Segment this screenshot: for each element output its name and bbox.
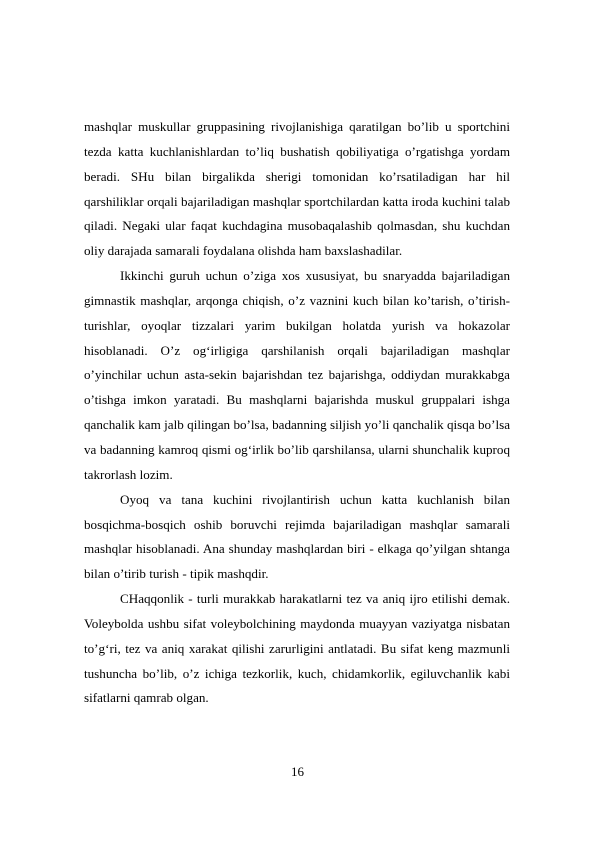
- paragraph-agility: CHaqqonlik - turli murakkab harakatlarni tez va aniq ijro etilishi demak. Voleybolda ushbu sifat voleybolchining maydonda muayyan vaziyatga nisbatan to’g‘ri, tez va aniq xarakat qilishi zarurligini antlatadi. Bu sifat keng mazmunli tushuncha bo’lib, o’z ichiga tezkorlik, kuch, chidamkorlik, egiluvchanlik kabi sifatlarni qamrab olgan.: [84, 591, 510, 706]
- body-text: [84, 115, 510, 711]
- paragraph-second-group: Ikkinchi guruh uchun o’ziga xos xususiyat, bu snaryadda bajariladigan gimnastik mashqlar, arqonga chiqish, o’z vaznini kuch bilan ko’tarish, o’tirish-turishlar, oyoqlar tizzalari yarim bukilgan holatda yurish va hokazolar hisoblanadi. O’z og‘irligiga qarshilanish orqali bajariladigan mashqlar o’yinchilar uchun asta-sekin bajarishdan tez bajarishga, oddiydan murakkabga o’tishga imkon yaratadi. Bu mashqlarni bajarishda muskul gruppalari ishga qanchalik kam jalb qilingan bo’lsa, badanning siljish yo’li qanchalik qisqa bo’lsa va badanning kamroq qismi og‘irlik bo’lib qarshilansa, ularni shunchalik kuproq takrorlash lozim.: [84, 268, 510, 482]
- paragraph-continuation: mashqlar muskullar gruppasining rivojlanishiga qaratilgan bo’lib u sportchini tezda katta kuchlanishlardan to’liq bushatish qobiliyatiga o’rgatishga yordam beradi. SHu bilan birgalikda sherigi tomonidan ko’rsatiladigan har hil qarshiliklar orqali bajariladigan mashqlar sportchilardan katta iroda kuchini talab qiladi. Negaki ular faqat kuchdagina musobaqalashib qolmasdan, shu kuchdan oliy darajada samarali foydalana olishda ham baxslashadilar.: [84, 119, 510, 259]
- page-number: 16: [291, 764, 304, 779]
- paragraph-leg-strength: Oyoq va tana kuchini rivojlantirish uchun katta kuchlanish bilan bosqichma-bosqich oshib boruvchi rejimda bajariladigan mashqlar samarali mashqlar hisoblanadi. Ana shunday mashqlardan biri - elkaga qo’yilgan shtanga bilan o’tirib turish - tipik mashqdir.: [84, 491, 510, 582]
